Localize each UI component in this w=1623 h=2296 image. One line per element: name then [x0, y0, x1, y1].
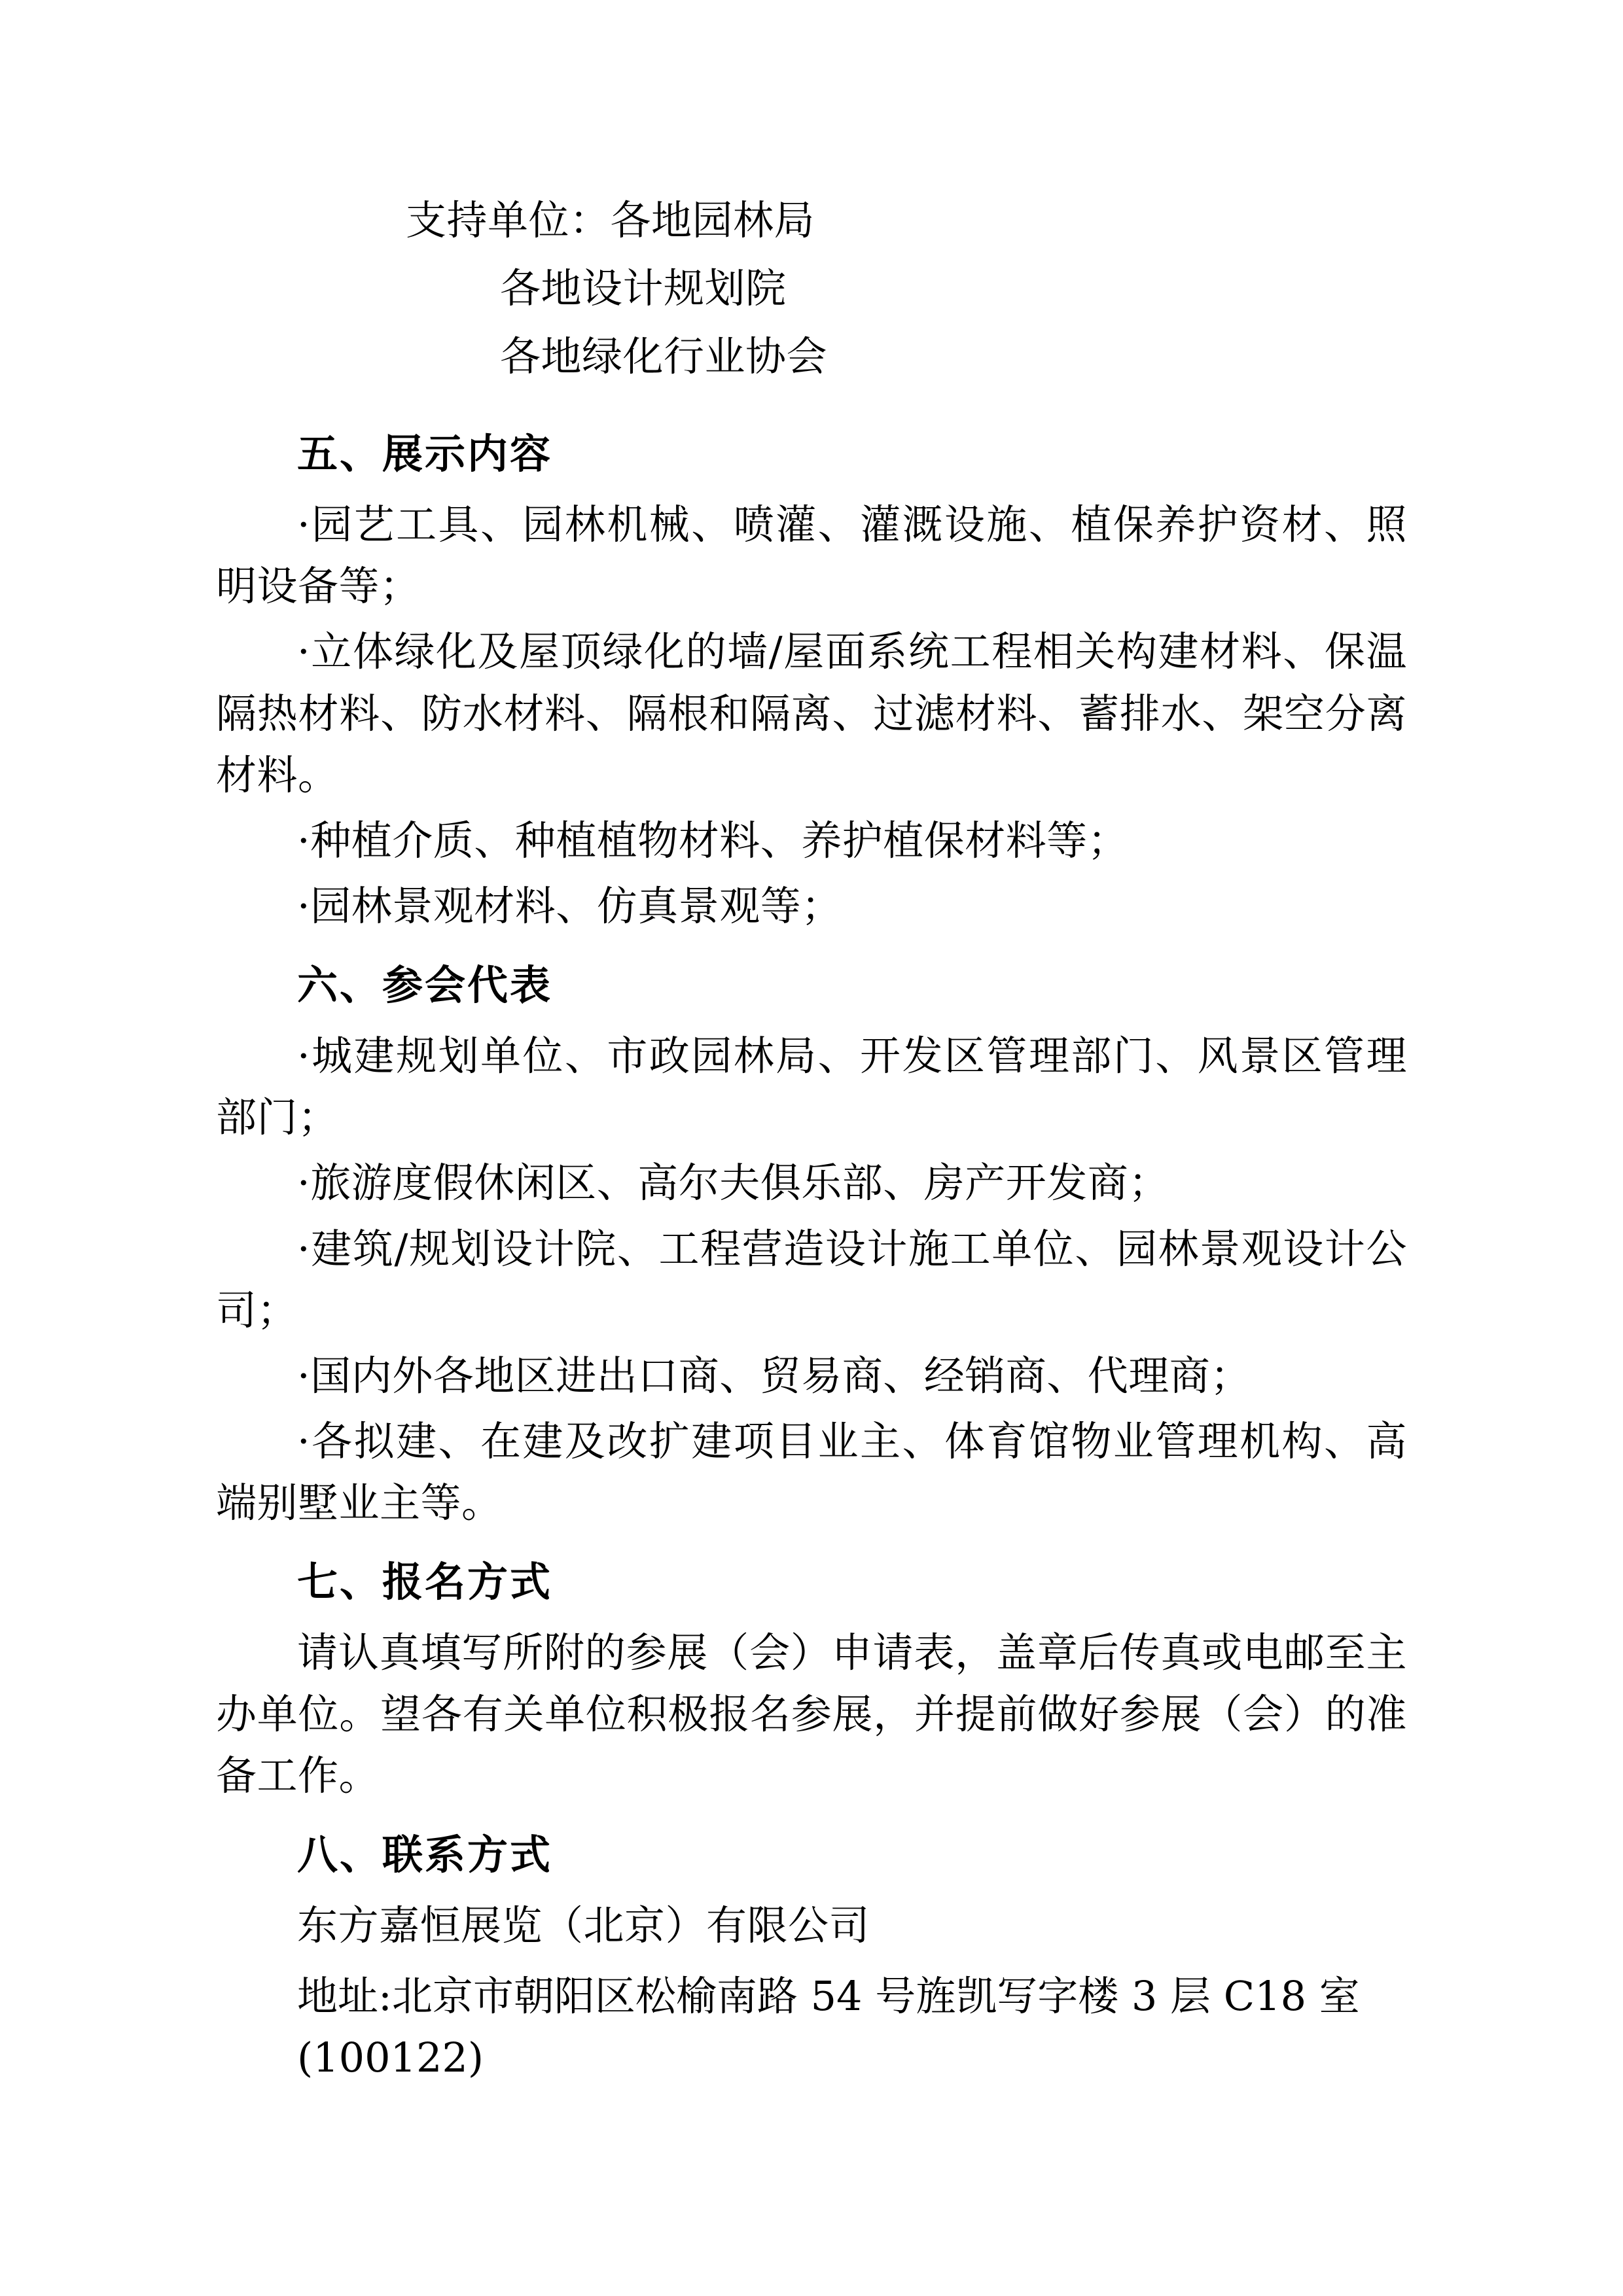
contact-company: 东方嘉恒展览（北京）有限公司: [297, 1901, 870, 1949]
exhibit-item: ·园林景观材料、仿真景观等；: [297, 882, 842, 930]
support-unit-item: 各地设计规划院: [500, 264, 787, 313]
exhibit-item: ·园艺工具、园林机械、喷灌、灌溉设施、植保养护资材、照明设备等；: [216, 500, 1407, 610]
delegate-item: ·各拟建、在建及改扩建项目业主、体育馆物业管理机构、高端别墅业主等。: [216, 1417, 1407, 1527]
support-unit-item: 各地绿化行业协会: [500, 332, 828, 381]
registration-paragraph: 请认真填写所附的参展（会）申请表，盖章后传真或电邮至主办单位。望各有关单位积极报名参展，并提前做好参展（会）的准备工作。: [216, 1628, 1407, 1800]
section-heading-contact: 八、联系方式: [297, 1830, 553, 1879]
section-heading-delegates: 六、参会代表: [297, 961, 553, 1009]
delegate-item: ·国内外各地区进出口商、贸易商、经销商、代理商；: [297, 1351, 1251, 1400]
exhibit-item: ·种植介质、种植植物材料、养护植保材料等；: [297, 817, 1129, 865]
delegate-item: ·城建规划单位、市政园林局、开发区管理部门、风景区管理部门；: [216, 1031, 1407, 1142]
section-heading-registration: 七、报名方式: [297, 1557, 553, 1606]
document-body: [216, 190, 1407, 2089]
section-heading-exhibits: 五、展示内容: [297, 429, 553, 478]
support-units-block: [406, 190, 1407, 388]
delegate-item: ·建筑/规划设计院、工程营造设计施工单位、园林景观设计公司；: [216, 1224, 1407, 1334]
contact-address: 地址:北京市朝阳区松榆南路 54 号旌凯写字楼 3 层 C18 室(100122): [297, 1972, 1360, 2082]
exhibit-item: ·立体绿化及屋顶绿化的墙/屋面系统工程相关构建材料、保温隔热材料、防水材料、隔根和隔离、过滤材料、蓄排水、架空分离材料。: [216, 627, 1407, 799]
support-units-label: 支持单位：各地园林局: [406, 196, 815, 244]
delegate-item: ·旅游度假休闲区、高尔夫俱乐部、房产开发商；: [297, 1159, 1169, 1207]
